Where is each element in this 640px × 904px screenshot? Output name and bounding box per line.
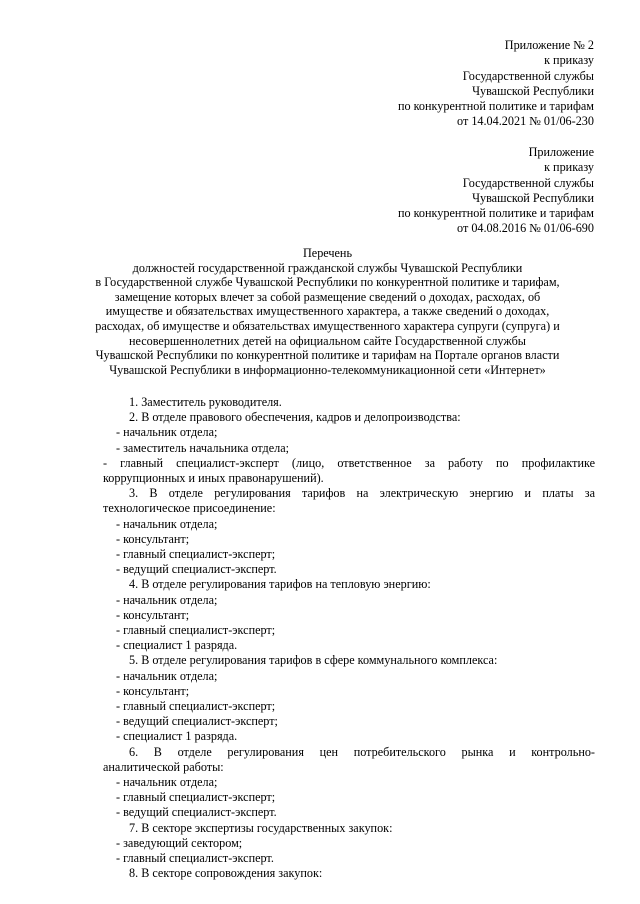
list-item: 4. В отделе регулирования тарифов на тепловую энергию: [129,577,431,592]
list-item: аналитической работы: [103,759,224,774]
list-item: 1. Заместитель руководителя. [129,395,282,409]
appendix-2-line: Приложение № 2 [504,38,594,52]
appendix-2-line: Государственной службы [462,68,594,83]
list-item: - главный специалист-эксперт; [116,699,276,714]
list-item: - начальник отдела; [116,775,218,790]
appendix-line: Государственной службы [462,175,594,190]
list-item: - консультант; [116,683,190,698]
list-item: 8. В секторе сопровождения закупок: [129,866,323,881]
appendix-line: от 04.08.2016 № 01/06-690 [457,221,594,236]
appendix-2-line: от 14.04.2021 № 01/06-230 [457,114,594,129]
list-item: - главный специалист-эксперт. [116,851,274,866]
appendix-2-line: Чувашской Республики [472,83,594,98]
list-item: коррупционных и иных правонарушений). [103,471,324,486]
list-item: - ведущий специалист-эксперт; [116,714,278,729]
list-item: технологическое присоединение: [103,501,276,516]
appendix-2-header [398,38,594,130]
position-list [103,395,595,882]
list-item: 2. В отделе правового обеспечения, кадров и делопроизводства: [129,410,461,425]
list-item: - заведующий сектором; [116,835,243,850]
list-item: 7. В секторе экспертизы государственных закупок: [129,820,393,835]
title-line: имуществе и обязательствах имущественного характера, а также сведений о доходах, [105,304,550,319]
title-line: должностей государственной гражданской службы Чувашской Республики [132,260,523,275]
appendix-2-line: к приказу [544,53,594,68]
list-item: - начальник отдела; [116,668,218,683]
list-item: 3. В отделе регулирования тарифов на электрическую энергию и платы за [129,486,595,501]
document-title [60,246,595,377]
list-item: - главный специалист-эксперт; [116,623,276,638]
list-item: 5. В отделе регулирования тарифов в сфере коммунального комплекса: [129,653,498,668]
list-item: - главный специалист-эксперт (лицо, ответственное за работу по профилактике [103,455,595,470]
list-item: - ведущий специалист-эксперт. [116,805,277,820]
list-item: - начальник отдела; [116,425,218,440]
appendix-line: по конкурентной политике и тарифам [397,206,594,221]
list-item: - начальник отдела; [116,592,218,607]
list-item: - главный специалист-эксперт; [116,547,276,562]
title-heading: Перечень [302,246,353,260]
title-line: Чувашской Республики в информационно-телекоммуникационной сети «Интернет» [109,362,546,377]
list-item: - заместитель начальника отдела; [116,440,289,455]
title-line: замещение которых влечет за собой размещение сведений о доходах, расходах, об [114,289,541,304]
list-item: 6. В отделе регулирования цен потребительского рынка и контрольно- [129,744,595,759]
title-line: Чувашской Республики по конкурентной политике и тарифам на Портале органов власти [95,348,560,363]
appendix-line: Приложение [528,145,594,159]
title-line: несовершеннолетних детей на официальном сайте Государственной службы [129,333,526,348]
appendix-line: к приказу [544,160,594,175]
list-item: - начальник отдела; [116,516,218,531]
list-item: - консультант; [116,531,190,546]
title-line: расходах, об имуществе и обязательствах имущественного характера супруги (супруга) и [95,318,560,333]
list-item: - главный специалист-эксперт; [116,790,276,805]
appendix-2-line: по конкурентной политике и тарифам [397,99,594,114]
appendix-header [398,145,594,237]
list-item: - консультант; [116,607,190,622]
list-item: - ведущий специалист-эксперт. [116,562,277,577]
list-item: - специалист 1 разряда. [116,729,238,744]
title-line: в Государственной службе Чувашской Республики по конкурентной политике и тарифам, [95,275,560,290]
list-item: - специалист 1 разряда. [116,638,238,653]
appendix-line: Чувашской Республики [472,190,594,205]
